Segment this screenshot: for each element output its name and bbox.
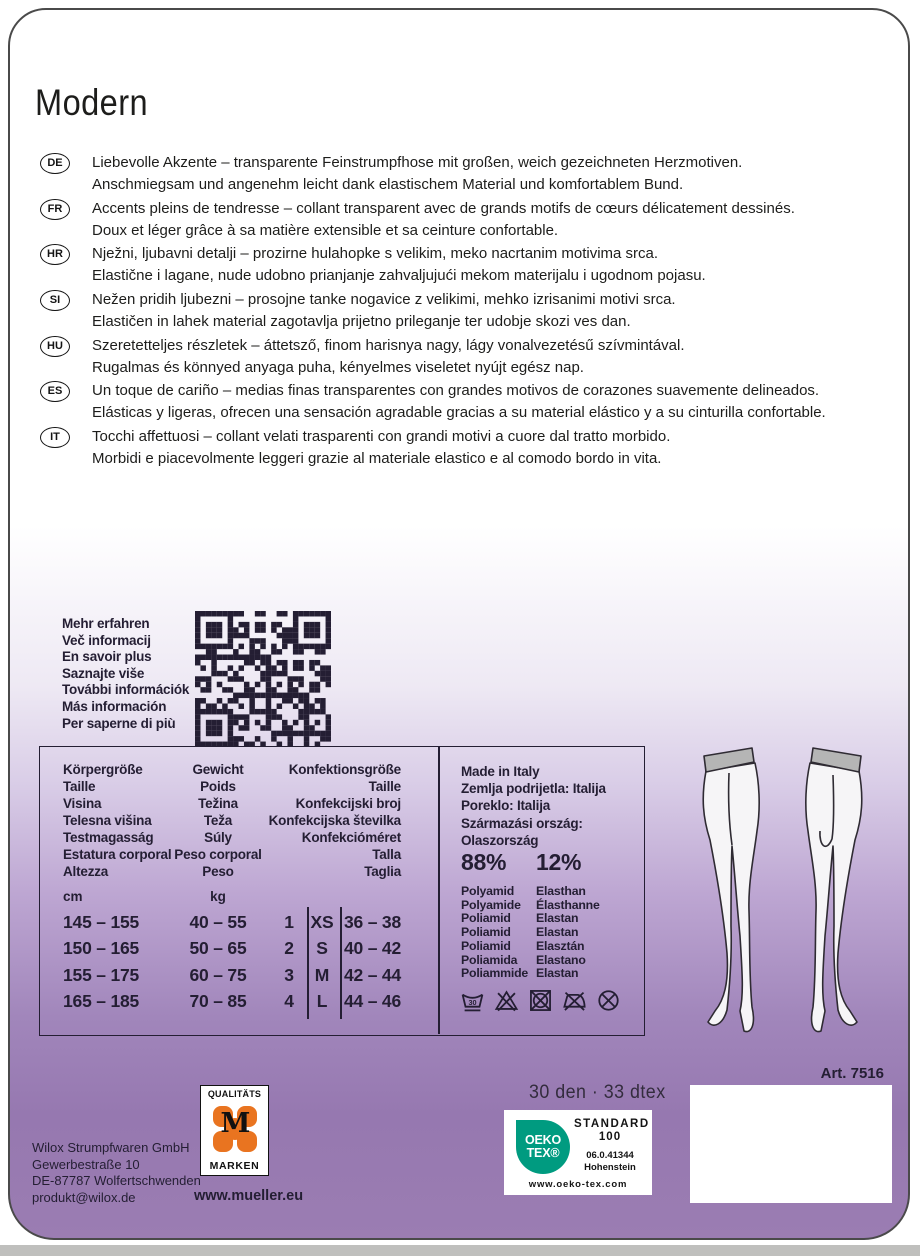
text-line: Rugalmas és könnyed anyaga puha, kényelmes viseletet nyújt egész nap. — [92, 358, 584, 376]
text-line: Anschmiegsam und angenehm leicht dank elastischem Material und komfortablem Bund. — [92, 175, 684, 193]
text-line: 150 – 165 — [63, 938, 140, 959]
text-line: További információk — [62, 682, 190, 698]
text-line: Konfekcióméret — [301, 830, 401, 845]
size-ranges — [340, 909, 401, 1014]
text-line: 155 – 175 — [63, 964, 140, 985]
text-line: Taille — [368, 779, 401, 794]
qr-code — [195, 611, 331, 747]
language-text-de — [92, 152, 892, 195]
text-line: Tocchi affettuosi – collant velati trasparenti con grandi motivi a cuore dal tratto morbido. — [92, 428, 671, 445]
size-letters — [306, 909, 338, 1014]
height-unit: cm — [63, 889, 83, 904]
height-column-headers — [63, 761, 171, 880]
oeko-tex-url: www.oeko-tex.com — [528, 1179, 628, 1190]
text-line: Altezza — [63, 864, 109, 879]
text-line: Elastičen in lahek material zagotavlja prijetno prileganje ter udobje skozi ves dan. — [92, 312, 631, 330]
text-line: S — [316, 938, 328, 959]
oeko-tex-label — [504, 1110, 652, 1195]
text-line: Hohenstein — [584, 1161, 636, 1173]
language-badge-de: DE — [40, 153, 70, 174]
text-line: Zemlja podrijetla: Italija — [461, 781, 606, 797]
text-line: Elastan — [536, 925, 579, 940]
text-line: Szeretetteljes részletek – áttetsző, finom harisnya nagy, lágy vonalvezetésű szívmintával. — [92, 337, 685, 354]
text-line: Wilox Strumpfwaren GmbH — [32, 1140, 190, 1155]
size-table — [39, 746, 645, 1036]
language-badge-fr: FR — [40, 199, 70, 220]
text-line: Made in Italy — [461, 764, 540, 779]
text-line: Estatura corporal — [63, 847, 172, 862]
text-line: Elásticas y ligeras, ofrecen una sensación agradable gracias a su material elástico y a su cinturilla confortable. — [92, 403, 826, 421]
page-title: Modern — [35, 82, 149, 123]
wash-30-mild-icon — [459, 987, 486, 1014]
text-line: Peso corporal — [174, 847, 262, 862]
text-line: Poliamid — [461, 925, 511, 940]
text-line: 3 — [284, 964, 294, 985]
text-line: 60 – 75 — [189, 964, 247, 985]
language-text-si — [92, 289, 892, 332]
secondary-fiber-percent: 12% — [536, 849, 582, 875]
text-line: Poliamida — [461, 952, 518, 967]
text-line: Gewerbestraße 10 — [32, 1156, 140, 1172]
size-column-headers — [220, 761, 401, 880]
language-badge-hr: HR — [40, 244, 70, 265]
text-line: M — [314, 964, 330, 985]
weight-unit: kg — [210, 889, 226, 904]
text-line: Teža — [203, 813, 233, 828]
text-line: Več informacij — [62, 632, 151, 648]
text-line: Mehr erfahren — [62, 616, 150, 631]
more-info-labels — [62, 616, 189, 732]
article-number: Art. 7516 — [820, 1065, 884, 1082]
text-line: Doux et léger grâce à sa matière extensible et sa ceinture confortable. — [92, 221, 559, 239]
language-badge-it: IT — [40, 427, 70, 448]
text-line: 40 – 42 — [344, 938, 401, 959]
text-line: Nežen pridih ljubezni – prosojne tanke nogavice z velikimi, mehko izrisanimi motivi srca. — [92, 291, 676, 308]
secondary-fiber-names — [536, 885, 600, 981]
language-badge-es: ES — [40, 381, 70, 402]
main-fiber-percent: 88% — [461, 849, 507, 875]
text-line: En savoir plus — [62, 649, 152, 665]
packaging-card — [8, 8, 910, 1240]
text-line: MARKEN — [209, 1160, 260, 1172]
text-line: 36 – 38 — [344, 912, 401, 932]
text-line: XS — [310, 912, 334, 932]
text-line: Testmagasság — [63, 830, 154, 845]
manufacturer-address — [32, 1140, 201, 1206]
text-line: Nježni, ljubavni detalji – prozirne hulahopke s velikim, meko nacrtanim motivima srca. — [92, 245, 659, 262]
text-line: Elastano — [536, 952, 586, 967]
text-line: L — [316, 990, 328, 1011]
text-line: Elastan — [536, 966, 579, 981]
text-line: Elasztán — [536, 938, 585, 953]
text-line: Körpergröße — [63, 762, 143, 777]
text-line: 145 – 155 — [63, 912, 140, 932]
text-line: 4 — [284, 990, 294, 1011]
text-line: Poreklo: Italija — [461, 798, 551, 814]
text-line: Konfekcijska številka — [268, 813, 401, 828]
language-text-hr — [92, 243, 892, 286]
do-not-tumble-dry-icon — [527, 987, 554, 1014]
svg-text:30: 30 — [468, 998, 477, 1007]
oeko-tex-drop-icon — [516, 1120, 570, 1174]
text-line: Poliamid — [461, 911, 511, 926]
text-line: TEX® — [526, 1146, 560, 1160]
oeko-tex-text — [574, 1118, 650, 1173]
text-line: Gewicht — [192, 762, 244, 777]
text-line: Élasthanne — [536, 897, 600, 912]
text-line: QUALITÄTS — [207, 1089, 262, 1099]
quality-mark-logo — [200, 1085, 269, 1176]
language-text-es — [92, 380, 892, 423]
text-line: 165 – 185 — [63, 990, 140, 1011]
main-fiber-names — [461, 885, 528, 981]
language-text-it — [92, 426, 892, 469]
text-line: Poliammide — [461, 966, 529, 981]
text-line: Peso — [202, 864, 234, 879]
do-not-dry-clean-icon — [595, 987, 622, 1014]
text-line: Saznajte više — [62, 665, 145, 681]
text-line: produkt@wilox.de — [32, 1189, 136, 1205]
text-line: Más información — [62, 698, 167, 714]
language-badge-si: SI — [40, 290, 70, 311]
text-line: Elastične i lagane, nude udobno prianjanje zahvaljujući mekom materijalu i ugodnom pojasu. — [92, 266, 706, 284]
text-line: Un toque de cariño – medias finas transparentes con grandes motivos de corazones suavemente delineados. — [92, 382, 820, 399]
text-line: Polyamide — [461, 897, 521, 912]
do-not-bleach-icon — [493, 987, 520, 1014]
language-text-fr — [92, 198, 892, 241]
text-line: 42 – 44 — [344, 964, 401, 985]
price-label-blank-box — [690, 1085, 892, 1203]
text-line: Elastan — [536, 911, 579, 926]
text-line: Talla — [372, 847, 401, 862]
language-text-hu — [92, 335, 892, 378]
text-line: STANDARD — [574, 1118, 650, 1130]
care-symbols — [459, 987, 622, 1014]
text-line: 100 — [598, 1131, 622, 1143]
text-line: Per saperne di più — [62, 715, 176, 731]
text-line: Accents pleins de tendresse – collant transparent avec de grands motifs de cœurs délicatement dessinés. — [92, 200, 795, 217]
text-line: 70 – 85 — [189, 990, 247, 1011]
text-line: 1 — [284, 912, 294, 932]
height-values — [63, 909, 139, 1014]
text-line: OEKO — [524, 1133, 561, 1147]
text-line: Taglia — [364, 864, 401, 879]
do-not-iron-icon — [561, 987, 588, 1014]
text-line: DE-87787 Wolfertschwenden — [32, 1173, 201, 1188]
text-line: 50 – 65 — [189, 938, 247, 959]
text-line: Poids — [200, 779, 236, 794]
text-line: Konfektionsgröße — [288, 762, 401, 777]
tights-front-illustration — [703, 748, 759, 1032]
text-line: Polyamid — [461, 884, 515, 898]
text-line: Morbidi e piacevolmente leggeri grazie al materiale elastico e al comodo bordo in vita. — [92, 449, 662, 467]
text-line: 44 – 46 — [344, 990, 401, 1011]
text-line: Visina — [63, 796, 102, 811]
text-line: Telesna višina — [63, 813, 152, 828]
text-line: Konfekcijski broj — [295, 796, 401, 811]
language-badge-hu: HU — [40, 336, 70, 357]
denier-text: 30 den · 33 dtex — [529, 1082, 666, 1103]
tights-back-illustration — [806, 748, 862, 1032]
text-line: Súly — [204, 830, 232, 845]
text-line: 2 — [284, 938, 294, 959]
text-line: 06.0.41344 — [586, 1150, 634, 1161]
weight-values — [158, 909, 278, 1014]
text-line: Liebevolle Akzente – transparente Feinstrumpfhose mit großen, weich gezeichneten Herzmotiven. — [92, 154, 743, 171]
text-line: Taille — [63, 779, 96, 794]
tights-illustration — [685, 740, 885, 1052]
text-line: Poliamid — [461, 938, 511, 953]
background-floor-strip — [0, 1245, 920, 1256]
text-line: Származási ország: Olaszország — [461, 815, 583, 848]
text-line: Težina — [198, 796, 238, 811]
origin-lines — [461, 763, 644, 849]
quality-mark-letter: M — [220, 1108, 251, 1139]
text-line: Elasthan — [536, 884, 586, 898]
table-section-divider — [438, 747, 440, 1034]
website-url: www.mueller.eu — [194, 1188, 304, 1204]
text-line: 40 – 55 — [189, 912, 247, 932]
size-numbers — [273, 909, 305, 1014]
